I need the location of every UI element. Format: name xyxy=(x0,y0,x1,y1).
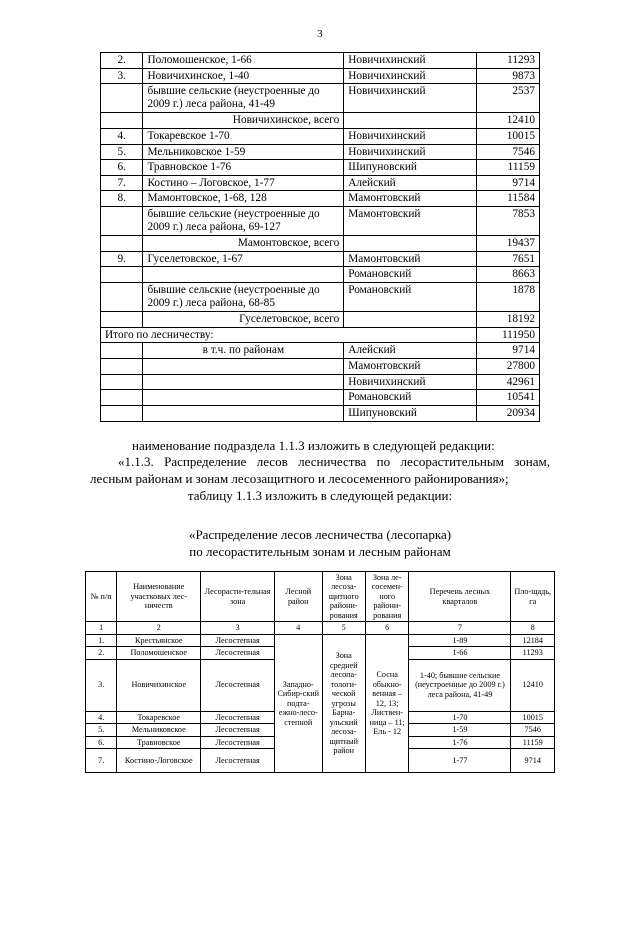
table-header-row xyxy=(86,571,555,622)
header-region: Лесной район xyxy=(275,571,323,622)
row-area: 1878 xyxy=(476,283,539,312)
merged-protection-zone: Зона средней лесопа-тологи-ческой угрозы Барна-ульский лесоза-щитный район xyxy=(322,634,365,773)
row-number xyxy=(101,312,143,328)
row-square: 12184 xyxy=(511,634,555,647)
row-area: 19437 xyxy=(476,236,539,252)
row-number xyxy=(101,358,143,374)
row-square: 12410 xyxy=(511,659,555,711)
row-district: Романовский xyxy=(344,267,477,283)
row-name: Костино – Логовское, 1-77 xyxy=(143,175,344,191)
row-number xyxy=(101,236,143,252)
row-quarters: 1-59 xyxy=(409,724,511,737)
row-name: Костино-Логовское xyxy=(117,749,201,773)
row-zone: Лесостепная xyxy=(201,647,275,660)
row-quarters: 1-66 xyxy=(409,647,511,660)
table-column-number-row xyxy=(86,622,555,634)
row-number: 5. xyxy=(101,144,143,160)
row-np: 4. xyxy=(86,711,117,724)
row-district: Мамонтовский xyxy=(344,251,477,267)
row-name xyxy=(143,267,344,283)
table-row-subtotal xyxy=(101,113,540,129)
table2-title xyxy=(85,527,555,561)
document-page xyxy=(0,28,640,933)
table-row xyxy=(101,343,540,359)
row-np: 6. xyxy=(86,736,117,749)
forest-zoning-table-body xyxy=(86,634,555,773)
table-row xyxy=(101,207,540,236)
header-zone: Лесорасти-тельная зона xyxy=(201,571,275,622)
row-name: Новичихинское xyxy=(117,659,201,711)
row-name: бывшие сельские (неустроенные до 2009 г.) леса района, 68-85 xyxy=(143,283,344,312)
col-num-4: 4 xyxy=(275,622,323,634)
row-number xyxy=(101,267,143,283)
row-name xyxy=(143,358,344,374)
row-district: Мамонтовский xyxy=(344,207,477,236)
forestry-areas-table xyxy=(100,52,540,422)
header-protection-zone: Зона лесоза-щитного райони-рования xyxy=(322,571,365,622)
table-row xyxy=(101,144,540,160)
table-row xyxy=(101,175,540,191)
table-row xyxy=(101,374,540,390)
row-area: 10541 xyxy=(476,390,539,406)
row-area: 20934 xyxy=(476,405,539,421)
row-area: 7651 xyxy=(476,251,539,267)
table-row xyxy=(101,160,540,176)
table-row xyxy=(101,68,540,84)
forest-zoning-table-container xyxy=(85,571,555,773)
row-zone: Лесостепная xyxy=(201,736,275,749)
paragraph-new-subsection-text: «1.1.3. Распределение лесов лесничества по лесорастительным зонам, лесным районам и зонам лесозащитного и лесосеменного районирования»; xyxy=(90,454,550,487)
forest-zoning-table-head xyxy=(86,571,555,634)
row-district: Шипуновский xyxy=(344,405,477,421)
page-number: 3 xyxy=(317,28,323,40)
row-district: Мамонтовский xyxy=(344,191,477,207)
row-zone: Лесостепная xyxy=(201,724,275,737)
row-district: Новичихинский xyxy=(344,144,477,160)
row-district: Шипуновский xyxy=(344,160,477,176)
row-area: 111950 xyxy=(476,327,539,343)
row-number: 3. xyxy=(101,68,143,84)
row-district: Романовский xyxy=(344,390,477,406)
table-row xyxy=(101,251,540,267)
row-number xyxy=(101,84,143,113)
table-row xyxy=(101,358,540,374)
row-name xyxy=(143,390,344,406)
row-district: Новичихинский xyxy=(344,53,477,69)
row-square: 7546 xyxy=(511,724,555,737)
row-np: 3. xyxy=(86,659,117,711)
table-row xyxy=(101,405,540,421)
table-row xyxy=(101,267,540,283)
row-number xyxy=(101,374,143,390)
forestry-areas-table-body xyxy=(101,53,540,422)
amendment-paragraphs xyxy=(90,438,550,506)
row-name: Мельниковское xyxy=(117,724,201,737)
row-number: 2. xyxy=(101,53,143,69)
table2-title-line1: «Распределение лесов лесничества (лесопарка) xyxy=(188,527,452,543)
row-name: Поломошенское xyxy=(117,647,201,660)
row-number: 7. xyxy=(101,175,143,191)
row-number xyxy=(101,207,143,236)
row-name: бывшие сельские (неустроенные до 2009 г.) леса района, 69-127 xyxy=(143,207,344,236)
row-name: Мельниковское 1-59 xyxy=(143,144,344,160)
row-name: Итого по лесничеству: xyxy=(101,327,477,343)
row-np: 1. xyxy=(86,634,117,647)
row-area: 18192 xyxy=(476,312,539,328)
row-name: бывшие сельские (неустроенные до 2009 г.) леса района, 41-49 xyxy=(143,84,344,113)
row-area: 10015 xyxy=(476,128,539,144)
row-name: Крестьянское xyxy=(117,634,201,647)
row-district: Алейский xyxy=(344,175,477,191)
row-number: 9. xyxy=(101,251,143,267)
row-square: 10015 xyxy=(511,711,555,724)
row-number xyxy=(101,283,143,312)
row-name: в т.ч. по районам xyxy=(143,343,344,359)
table-row-subtotal xyxy=(101,312,540,328)
header-square: Пло-щадь, га xyxy=(511,571,555,622)
row-area: 8663 xyxy=(476,267,539,283)
row-name: Новичихинское, 1-40 xyxy=(143,68,344,84)
row-quarters: 1-89 xyxy=(409,634,511,647)
row-district: Новичихинский xyxy=(344,68,477,84)
col-num-2: 2 xyxy=(117,622,201,634)
row-district: Романовский xyxy=(344,283,477,312)
row-area: 7546 xyxy=(476,144,539,160)
row-area: 9714 xyxy=(476,175,539,191)
row-district xyxy=(344,312,477,328)
row-zone: Лесостепная xyxy=(201,749,275,773)
row-district xyxy=(344,236,477,252)
header-quarters-list: Перечень лесных кварталов xyxy=(409,571,511,622)
col-num-8: 8 xyxy=(511,622,555,634)
row-square: 11159 xyxy=(511,736,555,749)
table2-title-line2: по лесорастительным зонам и лесным районам xyxy=(189,543,451,559)
row-area: 27800 xyxy=(476,358,539,374)
row-quarters: 1-70 xyxy=(409,711,511,724)
col-num-1: 1 xyxy=(86,622,117,634)
row-name: Токаревское 1-70 xyxy=(143,128,344,144)
paragraph-table-instruction: таблицу 1.1.3 изложить в следующей редакции: xyxy=(187,488,453,504)
row-np: 5. xyxy=(86,724,117,737)
row-district: Новичихинский xyxy=(344,84,477,113)
header-np: № п/п xyxy=(86,571,117,622)
row-quarters: 1-40; бывшие сельские (неустроенные до 2009 г.) леса района, 41-49 xyxy=(409,659,511,711)
row-number xyxy=(101,113,143,129)
table-row xyxy=(101,191,540,207)
row-name: Травновское 1-76 xyxy=(143,160,344,176)
row-square: 9714 xyxy=(511,749,555,773)
table-row-grand-total xyxy=(101,327,540,343)
row-area: 2537 xyxy=(476,84,539,113)
table-row xyxy=(86,634,555,647)
row-area: 11584 xyxy=(476,191,539,207)
row-quarters: 1-77 xyxy=(409,749,511,773)
row-number: 6. xyxy=(101,160,143,176)
row-zone: Лесостепная xyxy=(201,659,275,711)
row-area: 11159 xyxy=(476,160,539,176)
row-square: 11293 xyxy=(511,647,555,660)
row-name: Мамонтовское, 1-68, 128 xyxy=(143,191,344,207)
merged-forest-region: Западно-Сибир-ский подта-ежно-лесо-степной xyxy=(275,634,323,773)
row-np: 7. xyxy=(86,749,117,773)
row-area: 7853 xyxy=(476,207,539,236)
row-np: 2. xyxy=(86,647,117,660)
row-name: Гуселетовское, всего xyxy=(143,312,344,328)
forest-zoning-table xyxy=(85,571,555,773)
col-num-6: 6 xyxy=(365,622,408,634)
table-row xyxy=(101,283,540,312)
col-num-5: 5 xyxy=(322,622,365,634)
row-name: Токаревское xyxy=(117,711,201,724)
row-district xyxy=(344,113,477,129)
row-district: Алейский xyxy=(344,343,477,359)
row-name: Мамонтовское, всего xyxy=(143,236,344,252)
row-area: 9873 xyxy=(476,68,539,84)
header-name: Наименование участковых лес-ничеств xyxy=(117,571,201,622)
col-num-7: 7 xyxy=(409,622,511,634)
table-row xyxy=(101,84,540,113)
row-name: Поломошенское, 1-66 xyxy=(143,53,344,69)
row-name: Новичихинское, всего xyxy=(143,113,344,129)
row-district: Новичихинский xyxy=(344,128,477,144)
table-row xyxy=(101,53,540,69)
row-name xyxy=(143,405,344,421)
row-number xyxy=(101,390,143,406)
row-area: 11293 xyxy=(476,53,539,69)
row-name: Гуселетовское, 1-67 xyxy=(143,251,344,267)
paragraph-subsection-title: наименование подраздела 1.1.3 изложить в следующей редакции: xyxy=(132,437,495,453)
row-number xyxy=(101,405,143,421)
merged-seed-zone: Сосна обыкно-венная – 12, 13; Листвен-ница – 11; Ель - 12 xyxy=(365,634,408,773)
forestry-areas-table-container xyxy=(100,52,540,422)
table-row xyxy=(101,128,540,144)
row-zone: Лесостепная xyxy=(201,634,275,647)
row-district: Новичихинский xyxy=(344,374,477,390)
row-number: 4. xyxy=(101,128,143,144)
row-zone: Лесостепная xyxy=(201,711,275,724)
row-name xyxy=(143,374,344,390)
col-num-3: 3 xyxy=(201,622,275,634)
row-number xyxy=(101,343,143,359)
header-seed-zone: Зона ле-сосемен-ного райони-рования xyxy=(365,571,408,622)
row-district: Мамонтовский xyxy=(344,358,477,374)
table-row xyxy=(101,390,540,406)
row-quarters: 1-76 xyxy=(409,736,511,749)
row-area: 42961 xyxy=(476,374,539,390)
row-area: 12410 xyxy=(476,113,539,129)
row-area: 9714 xyxy=(476,343,539,359)
row-number: 8. xyxy=(101,191,143,207)
table-row-subtotal xyxy=(101,236,540,252)
row-name: Травновское xyxy=(117,736,201,749)
